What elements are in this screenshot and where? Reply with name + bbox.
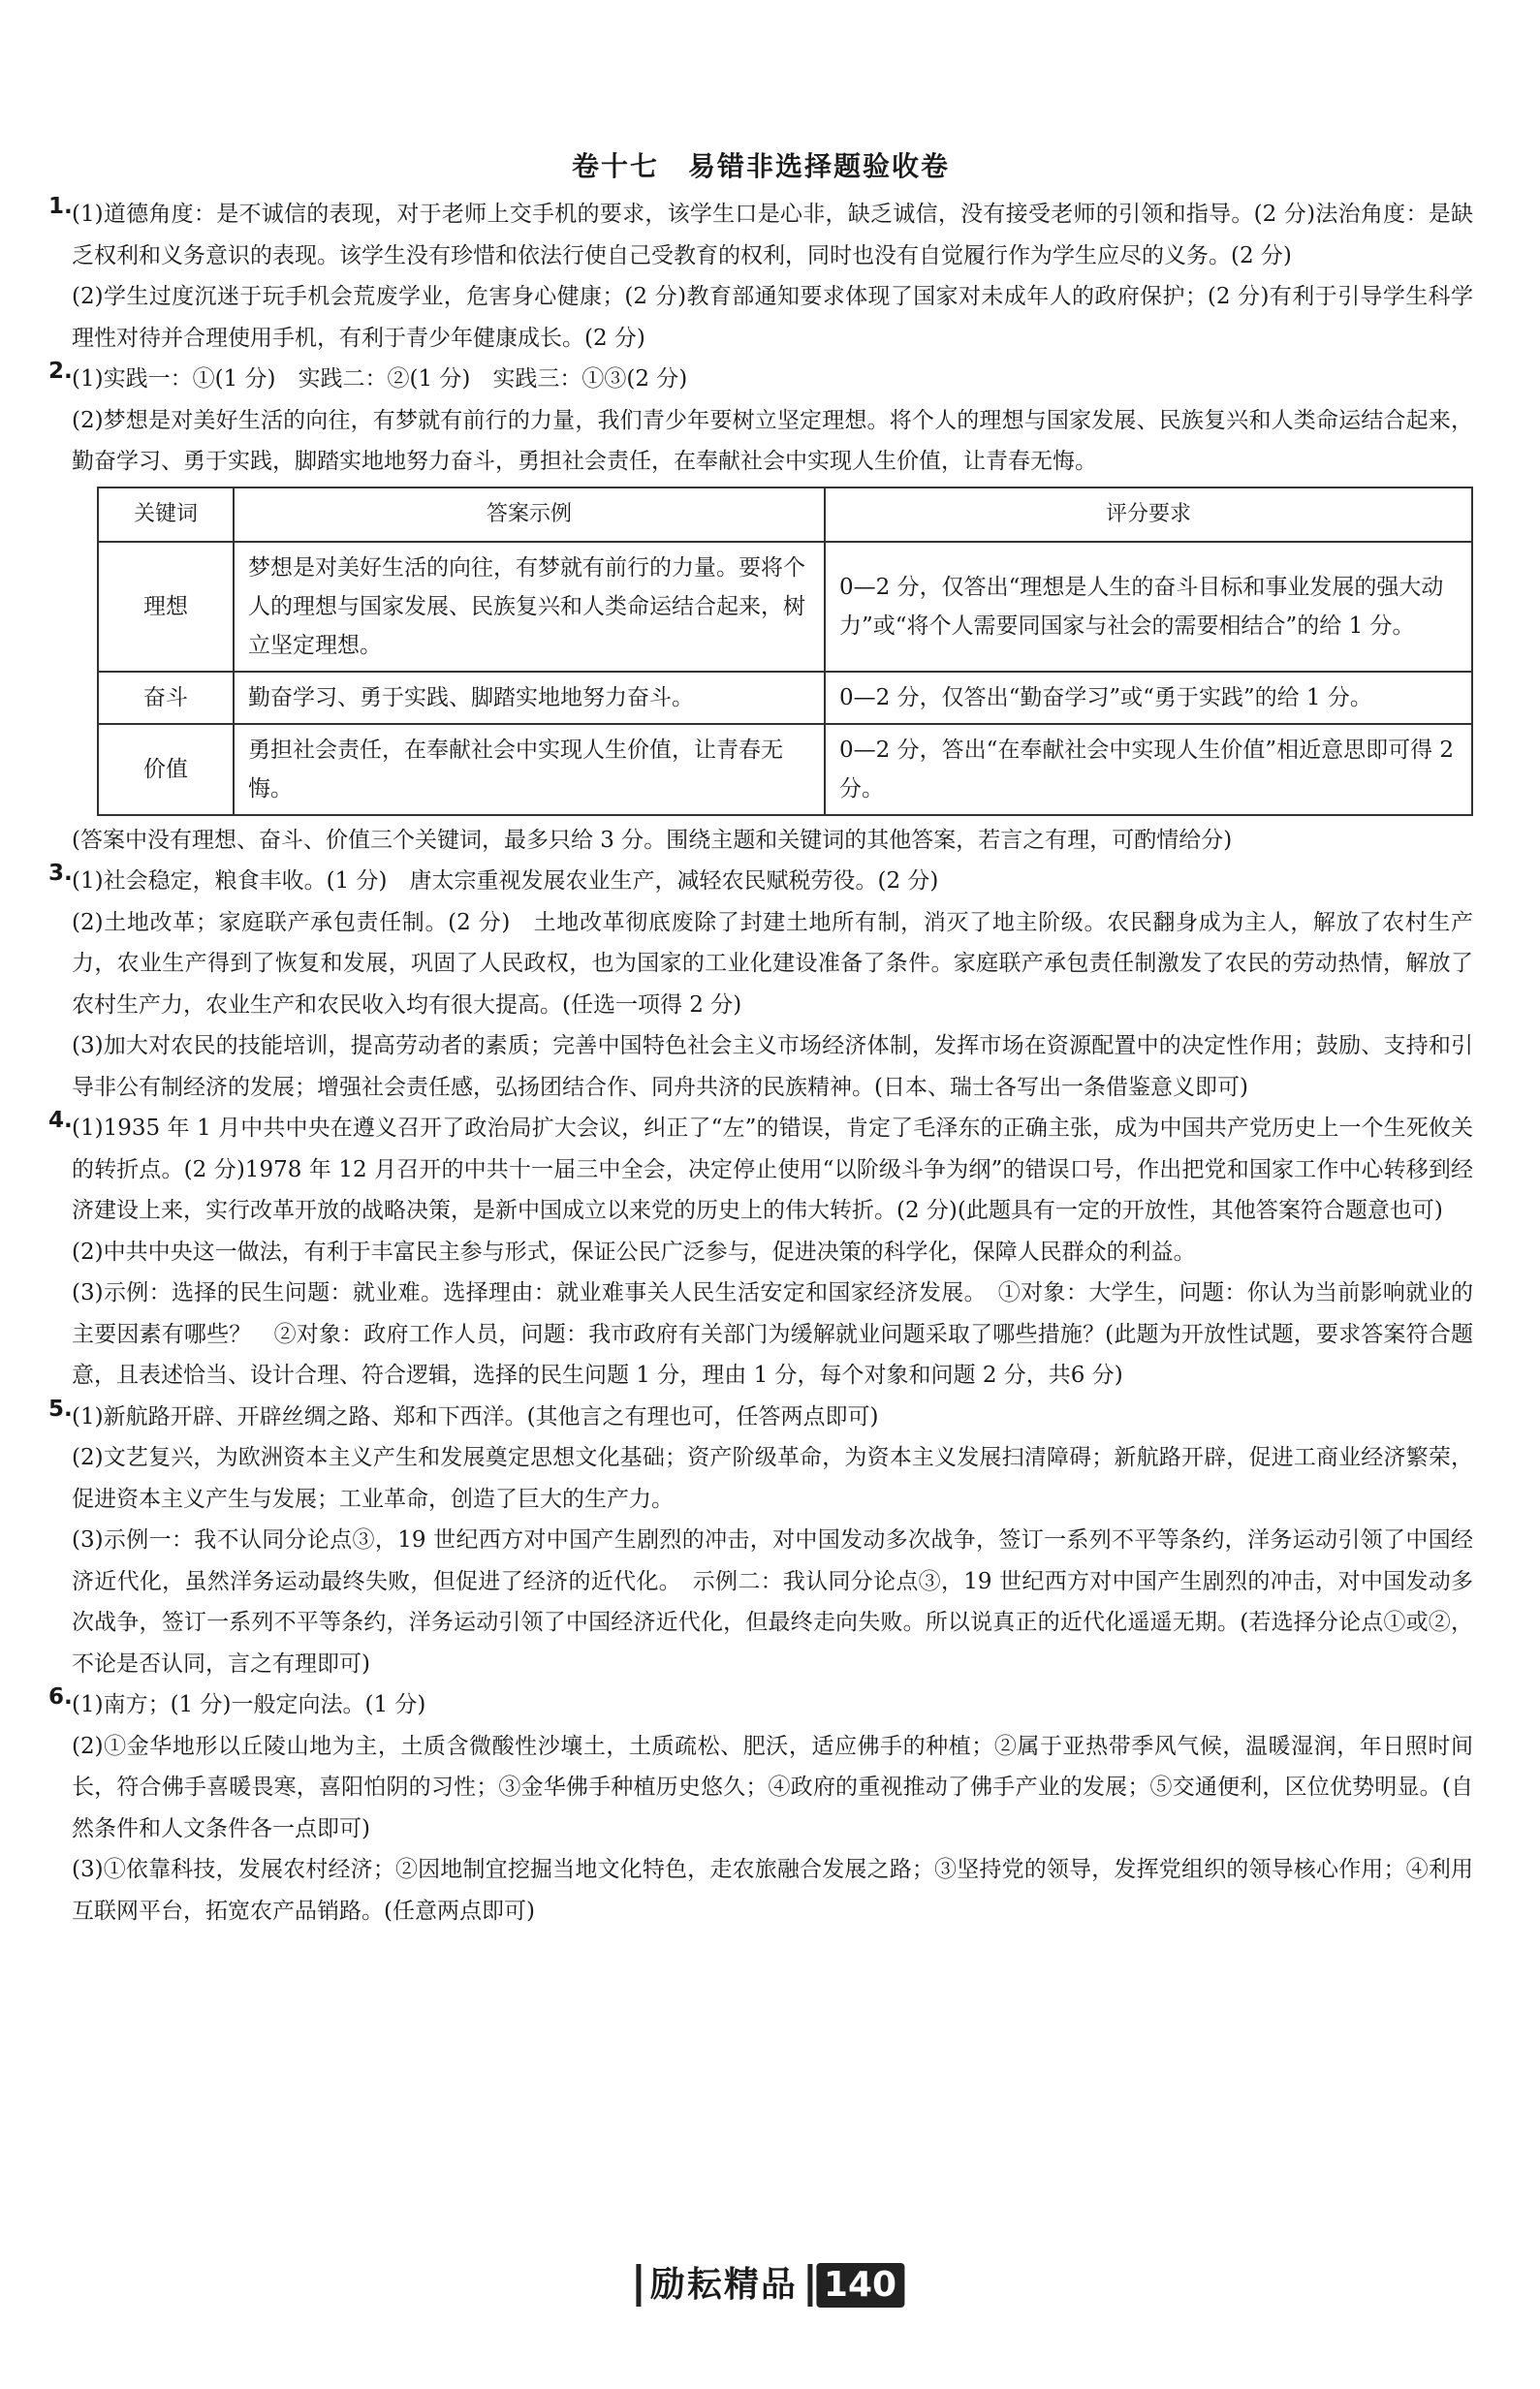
table-row — [98, 724, 1472, 815]
question-6 — [48, 1684, 1473, 1932]
page-title: 卷十七 易错非选择题验收卷 — [571, 150, 950, 182]
answer-paragraph: (2)学生过度沉迷于玩手机会荒废学业，危害身心健康；(2 分)教育部通知要求体现了国家对未成年人的政府保护；(2 分)有利于引导学生科学理性对待并合理使用手机，有利于青少年健康成长。(2 分) — [72, 284, 1473, 351]
answer-paragraph: (2)①金华地形以丘陵山地为主，土质含微酸性沙壤土，土质疏松、肥沃，适应佛手的种植；②属于亚热带季风气候，温暖湿润，年日照时间长，符合佛手喜暖畏寒，喜阳怕阴的习性；③金华佛手种植历史悠久；④政府的重视推动了佛手产业的发展；⑤交通便利，区位优势明显。(自然条件和人文条件各一点即可) — [72, 1733, 1473, 1841]
question-5 — [48, 1397, 1473, 1685]
answer-paragraph: (1)实践一：①(1 分) 实践二：②(1 分) 实践三：①③(2 分) — [72, 366, 688, 392]
question-4 — [48, 1108, 1473, 1397]
scoring-cell: 0—2 分，仅答出“勤奋学习”或“勇于实践”的给 1 分。 — [825, 672, 1472, 724]
answer-paragraph: (1)南方；(1 分)一般定向法。(1 分) — [72, 1692, 426, 1717]
answer-paragraph: (3)①依靠科技，发展农村经济；②因地制宜挖掘当地文化特色，走农旅融合发展之路；③坚持党的领导，发挥党组织的领导核心作用；④利用互联网平台，拓宽农产品销路。(任意两点即可) — [72, 1857, 1473, 1924]
question-number: 4. — [48, 1108, 73, 1133]
answer-paragraph: (2)土地改革；家庭联产承包责任制。(2 分) 土地改革彻底废除了封建土地所有制，消灭了地主阶级。农民翻身成为主人，解放了农村生产力，农业生产得到了恢复和发展，巩固了人民政权，也为国家的工业化建设准备了条件。家庭联产承包责任制激发了农民的劳动热情，解放了农村生产力，农业生产和农民收入均有很大提高。(任选一项得 2 分) — [72, 909, 1473, 1018]
question-1 — [48, 194, 1473, 359]
page-number: 140 — [816, 2263, 904, 2308]
question-number: 5. — [48, 1396, 73, 1422]
table-row — [98, 672, 1472, 724]
answer-paragraph: (1)新航路开辟、开辟丝绸之路、郑和下西洋。(其他言之有理也可，任答两点即可) — [72, 1403, 879, 1430]
answer-paragraph: (3)示例一：我不认同分论点③，19 世纪西方对中国产生剧烈的冲击，对中国发动多次战争，签订一系列不平等条约，洋务运动引领了中国经济近代化，虽然洋务运动最终失败，但促进了经济的近代化。 示例二：我认同分论点③，19 世纪西方对中国产生剧烈的冲击，对中国发动多次战争，签订一系列不平等条约，洋务运动引领了中国经济近代化，但最终走向失败。所以说真正的近代化遥遥无期。(若选择分论点①或②，不论是否认同，言之有理即可) — [72, 1527, 1473, 1677]
scoring-table — [97, 487, 1473, 816]
question-2 — [48, 359, 1473, 861]
question-number: 1. — [48, 194, 73, 219]
question-number: 2. — [48, 359, 73, 384]
keyword-cell: 价值 — [98, 724, 234, 815]
answer-page — [48, 145, 1473, 1932]
example-cell: 勇担社会责任，在奉献社会中实现人生价值，让青春无悔。 — [234, 724, 825, 815]
answer-paragraph: (2)文艺复兴，为欧洲资本主义产生和发展奠定思想文化基础；资产阶级革命，为资本主义发展扫清障碍；新航路开辟，促进工商业经济繁荣，促进资本主义产生与发展；工业革命，创造了巨大的生产力。 — [72, 1445, 1473, 1512]
answer-paragraph: (2)中共中央这一做法，有利于丰富民主参与形式，保证公民广泛参与，促进决策的科学化，保障人民群众的利益。 — [72, 1239, 1196, 1265]
table-row — [98, 542, 1472, 672]
answer-paragraph: (3)示例：选择的民生问题：就业难。选择理由：就业难事关人民生活安定和国家经济发展。 ①对象：大学生，问题：你认为当前影响就业的主要因素有哪些？ ②对象：政府工作人员，问题：我市政府有关部门为缓解就业问题采取了哪些措施？(此题为开放性试题，要求答案符合题意，且表述恰当、设计合理、符合逻辑，选择的民生问题 1 分，理由 1 分，每个对象和问题 2 分，共6 分) — [72, 1280, 1473, 1388]
question-number: 3. — [48, 861, 73, 886]
page-footer — [636, 2263, 904, 2308]
answer-paragraph: (1)道德角度：是不诚信的表现，对于老师上交手机的要求，该学生口是心非，缺乏诚信，没有接受老师的引领和指导。(2 分)法治角度：是缺乏权利和义务意识的表现。该学生没有珍惜和依法行使自己受教育的权利，同时也没有自觉履行作为学生应尽的义务。(2 分) — [72, 202, 1473, 268]
brand-logo: 励耘精品 — [636, 2264, 812, 2307]
question-number: 6. — [48, 1684, 73, 1710]
answer-paragraph: (2)梦想是对美好生活的向往，有梦就有前行的力量，我们青少年要树立坚定理想。将个人的理想与国家发展、民族复兴和人类命运结合起来，勤奋学习、勇于实践，脚踏实地地努力奋斗，勇担社会责任，在奉献社会中实现人生价值，让青春无悔。 — [72, 407, 1473, 474]
scoring-note: (答案中没有理想、奋斗、价值三个关键词，最多只给 3 分。围绕主题和关键词的其他答案，若言之有理，可酌情给分) — [72, 827, 1233, 853]
column-header: 关键词 — [98, 487, 234, 542]
table-header-row — [98, 487, 1472, 542]
example-cell: 勤奋学习、勇于实践、脚踏实地地努力奋斗。 — [234, 672, 825, 724]
answer-paragraph: (1)社会稳定，粮食丰收。(1 分) 唐太宗重视发展农业生产，减轻农民赋税劳役。(2 分) — [72, 868, 939, 894]
keyword-cell: 奋斗 — [98, 672, 234, 724]
answer-paragraph: (1)1935 年 1 月中共中央在遵义召开了政治局扩大会议，纠正了“左”的错误，肯定了毛泽东的正确主张，成为中国共产党历史上一个生死攸关的转折点。(2 分)1978 年 12 月召开的中共十一届三中全会，决定停止使用“以阶级斗争为纲”的错误口号，作出把党和国家工作中心转移到经济建设上来，实行改革开放的战略决策，是新中国成立以来党的历史上的伟大转折。(2 分)(此题具有一定的开放性，其他答案符合题意也可) — [72, 1116, 1473, 1223]
answer-paragraph: (3)加大对农民的技能培训，提高劳动者的素质；完善中国特色社会主义市场经济体制，发挥市场在资源配置中的决定性作用；鼓励、支持和引导非公有制经济的发展；增强社会责任感，弘扬团结合作、同舟共济的民族精神。(日本、瑞士各写出一条借鉴意义即可) — [72, 1033, 1473, 1100]
scoring-cell: 0—2 分，仅答出“理想是人生的奋斗目标和事业发展的强大动力”或“将个人需要同国家与社会的需要相结合”的给 1 分。 — [825, 542, 1472, 672]
column-header: 评分要求 — [825, 487, 1472, 542]
question-3 — [48, 861, 1473, 1108]
column-header: 答案示例 — [234, 487, 825, 542]
scoring-cell: 0—2 分，答出“在奉献社会中实现人生价值”相近意思即可得 2 分。 — [825, 724, 1472, 815]
example-cell: 梦想是对美好生活的向往，有梦就有前行的力量。要将个人的理想与国家发展、民族复兴和人类命运结合起来，树立坚定理想。 — [234, 542, 825, 672]
keyword-cell: 理想 — [98, 542, 234, 672]
